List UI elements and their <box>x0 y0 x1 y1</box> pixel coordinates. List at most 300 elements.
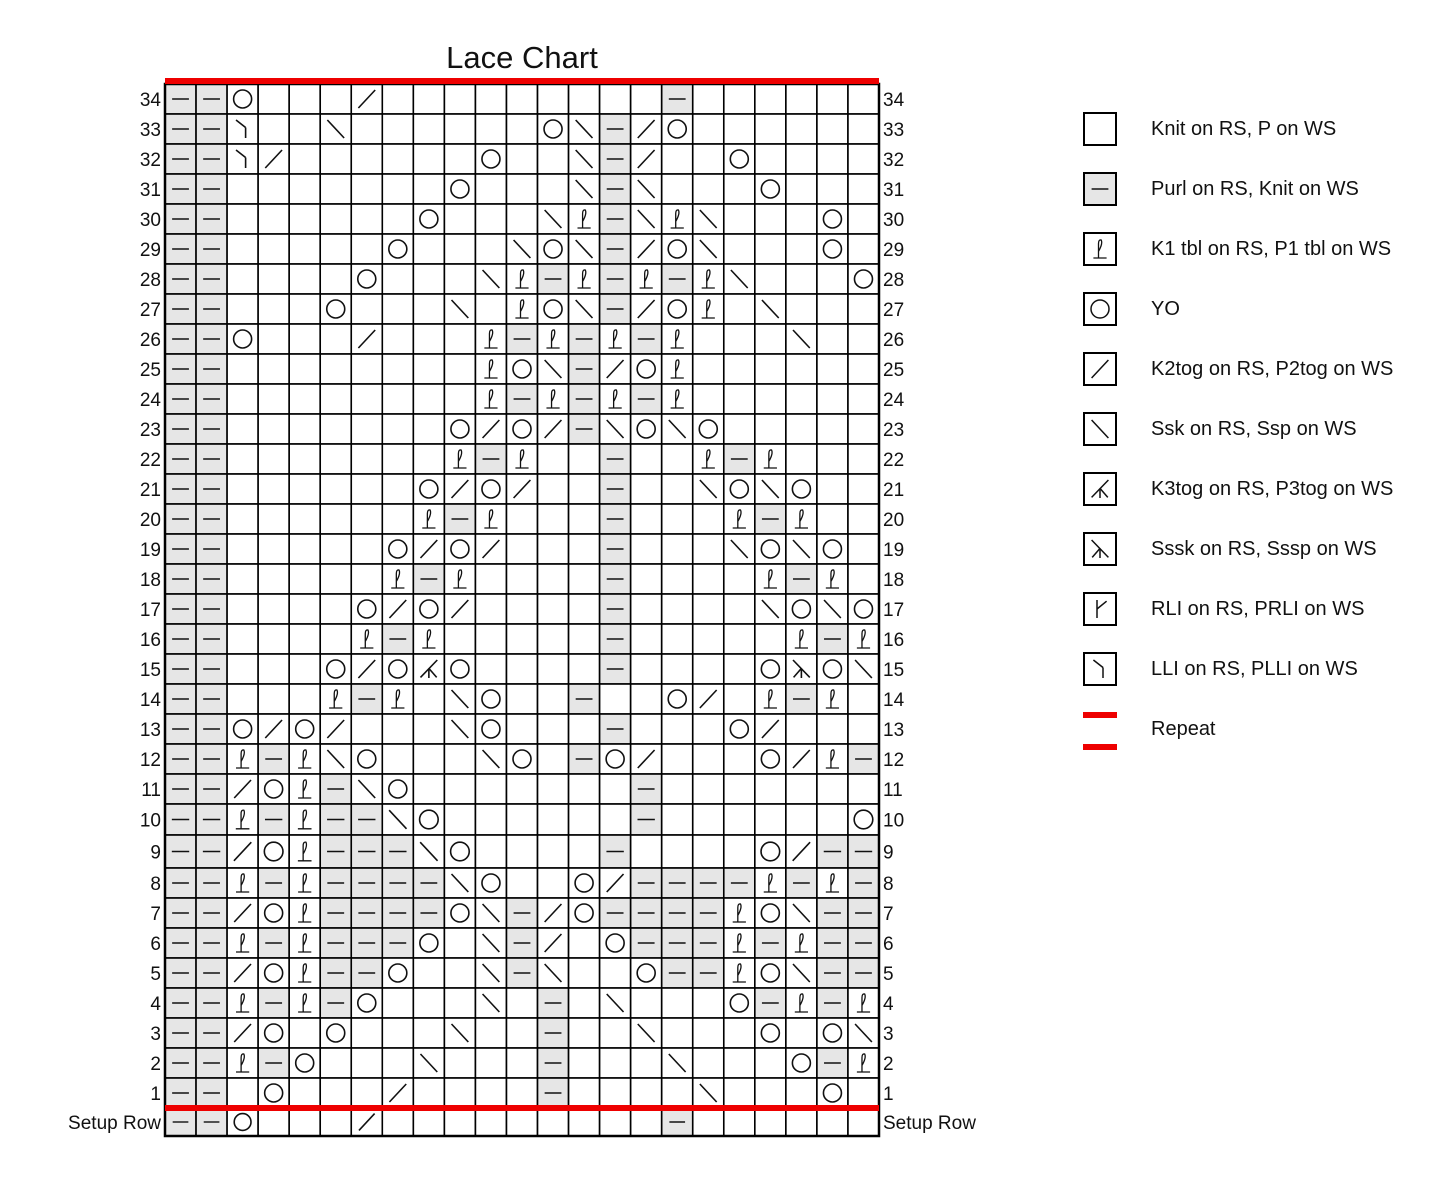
chart-cell-purl <box>196 564 227 594</box>
chart-cell-sssk <box>786 654 817 684</box>
chart-row-21 <box>140 474 904 504</box>
chart-cell-purl <box>848 928 879 958</box>
chart-cell-knit <box>848 384 879 414</box>
chart-cell-k2tog <box>351 654 382 684</box>
chart-row-16 <box>140 624 904 654</box>
chart-cell-knit <box>662 744 693 774</box>
chart-cell-knit <box>848 114 879 144</box>
chart-cell-knit <box>258 234 289 264</box>
chart-cell-purl <box>506 928 537 958</box>
chart-cell-purl <box>724 868 755 898</box>
chart-cell-knit <box>289 204 320 234</box>
chart-cell-knit <box>662 654 693 684</box>
chart-cell-knit <box>817 294 848 324</box>
chart-cell-purl <box>165 654 196 684</box>
legend-label: K3tog on RS, P3tog on WS <box>1151 478 1394 500</box>
chart-cell-yo <box>413 594 444 624</box>
chart-cell-purl <box>165 928 196 958</box>
chart-cell-knit <box>817 444 848 474</box>
chart-cell-purl <box>382 868 413 898</box>
chart-cell-purl <box>165 988 196 1018</box>
chart-cell-purl <box>848 958 879 988</box>
chart-row-11 <box>141 774 902 804</box>
chart-cell-knit <box>289 144 320 174</box>
chart-cell-knit <box>538 1108 569 1136</box>
chart-cell-ssk <box>475 264 506 294</box>
chart-cell-purl <box>506 384 537 414</box>
chart-row-30 <box>140 204 904 234</box>
row-label-right: 5 <box>883 964 894 985</box>
chart-cell-tbl <box>289 835 320 868</box>
row-label-left: 12 <box>139 750 161 771</box>
row-label-left: 15 <box>139 660 161 681</box>
chart-cell-knit <box>444 144 475 174</box>
chart-row-10 <box>140 804 904 835</box>
chart-cell-tbl <box>848 988 879 1018</box>
row-label-left: 6 <box>150 934 161 955</box>
chart-cell-knit <box>382 444 413 474</box>
chart-cell-k2tog <box>258 714 289 744</box>
chart-cell-purl <box>693 868 724 898</box>
chart-cell-tbl <box>289 868 320 898</box>
chart-cell-knit <box>475 624 506 654</box>
chart-row-1 <box>150 1078 893 1108</box>
row-label-left: 25 <box>139 360 161 381</box>
row-label-left: 11 <box>141 780 161 801</box>
chart-cell-knit <box>320 84 351 114</box>
chart-cell-knit <box>538 144 569 174</box>
chart-cell-yo <box>351 988 382 1018</box>
chart-cell-knit <box>258 294 289 324</box>
chart-row-32 <box>140 144 904 174</box>
chart-cell-knit <box>475 294 506 324</box>
chart-cell-tbl <box>289 744 320 774</box>
chart-cell-knit <box>351 1078 382 1108</box>
chart-cell-knit <box>382 144 413 174</box>
chart-cell-knit <box>538 684 569 714</box>
row-label-right: 17 <box>883 600 905 621</box>
chart-cell-knit <box>351 474 382 504</box>
chart-cell-knit <box>724 804 755 835</box>
chart-cell-purl <box>165 324 196 354</box>
chart-cell-yo <box>444 898 475 928</box>
chart-cell-knit <box>569 534 600 564</box>
chart-cell-knit <box>444 114 475 144</box>
chart-cell-purl <box>600 898 631 928</box>
chart-cell-knit <box>320 264 351 294</box>
chart-cell-yo <box>786 1048 817 1078</box>
chart-cell-knit <box>289 114 320 144</box>
chart-cell-knit <box>320 504 351 534</box>
chart-cell-purl <box>196 294 227 324</box>
chart-cell-ssk <box>444 1018 475 1048</box>
chart-cell-knit <box>475 1018 506 1048</box>
chart-cell-knit <box>475 774 506 804</box>
chart-cell-knit <box>475 654 506 684</box>
chart-cell-knit <box>506 774 537 804</box>
chart-cell-yo <box>600 928 631 958</box>
row-label-right: 20 <box>883 510 905 531</box>
chart-cell-yo <box>538 114 569 144</box>
chart-cell-knit <box>413 958 444 988</box>
chart-cell-knit <box>786 174 817 204</box>
chart-cell-purl <box>693 928 724 958</box>
chart-cell-knit <box>444 354 475 384</box>
chart-cell-yo <box>320 654 351 684</box>
row-label-right: 18 <box>883 570 905 591</box>
chart-cell-k2tog <box>600 868 631 898</box>
chart-cell-knit <box>382 354 413 384</box>
chart-cell-purl <box>165 444 196 474</box>
chart-cell-tbl <box>351 624 382 654</box>
chart-cell-knit <box>351 354 382 384</box>
chart-cell-knit <box>227 174 258 204</box>
chart-cell-ssk <box>631 1018 662 1048</box>
chart-cell-yo <box>755 1018 786 1048</box>
chart-cell-knit <box>506 835 537 868</box>
chart-cell-ssk <box>786 958 817 988</box>
chart-cell-knit <box>289 264 320 294</box>
chart-cell-knit <box>817 1108 848 1136</box>
chart-cell-tbl <box>506 294 537 324</box>
chart-cell-yo <box>631 354 662 384</box>
chart-cell-purl <box>196 835 227 868</box>
chart-cell-knit <box>413 988 444 1018</box>
chart-cell-ssk <box>755 294 786 324</box>
chart-cell-knit <box>351 144 382 174</box>
chart-cell-knit <box>506 84 537 114</box>
chart-cell-knit <box>538 835 569 868</box>
chart-cell-ssk <box>538 204 569 234</box>
chart-cell-knit <box>693 84 724 114</box>
row-label-left: 28 <box>139 270 161 291</box>
chart-cell-knit <box>289 354 320 384</box>
chart-cell-purl <box>196 354 227 384</box>
chart-cell-knit <box>351 1018 382 1048</box>
chart-cell-yo <box>227 84 258 114</box>
row-label-left: 22 <box>139 450 161 471</box>
chart-cell-purl <box>165 564 196 594</box>
chart-cell-purl <box>165 354 196 384</box>
chart-cell-knit <box>538 774 569 804</box>
chart-cell-purl <box>196 868 227 898</box>
chart-cell-purl <box>351 868 382 898</box>
chart-cell-knit <box>848 84 879 114</box>
chart-cell-knit <box>258 114 289 144</box>
chart-cell-knit <box>755 1108 786 1136</box>
row-label-left: 16 <box>139 630 161 651</box>
chart-cell-k2tog <box>631 744 662 774</box>
chart-cell-purl <box>196 684 227 714</box>
chart-cell-knit <box>631 564 662 594</box>
chart-cell-purl <box>196 174 227 204</box>
chart-cell-knit <box>382 324 413 354</box>
chart-cell-knit <box>693 1108 724 1136</box>
chart-cell-knit <box>724 624 755 654</box>
chart-cell-tbl <box>382 564 413 594</box>
chart-cell-tbl <box>227 868 258 898</box>
chart-cell-purl <box>196 898 227 928</box>
chart-cell-knit <box>351 534 382 564</box>
chart-cell-knit <box>289 234 320 264</box>
chart-cell-ssk <box>506 234 537 264</box>
chart-cell-yo <box>662 294 693 324</box>
chart-cell-tbl <box>382 684 413 714</box>
chart-cell-purl <box>196 654 227 684</box>
chart-cell-yo <box>413 804 444 835</box>
chart-cell-tbl <box>600 384 631 414</box>
chart-cell-knit <box>320 1048 351 1078</box>
chart-cell-knit <box>600 804 631 835</box>
chart-cell-knit <box>600 1048 631 1078</box>
chart-cell-knit <box>506 204 537 234</box>
chart-cell-tbl <box>569 264 600 294</box>
chart-cell-knit <box>600 684 631 714</box>
chart-cell-yo <box>631 958 662 988</box>
chart-cell-knit <box>227 234 258 264</box>
chart-cell-tbl <box>538 384 569 414</box>
chart-cell-knit <box>600 774 631 804</box>
chart-cell-knit <box>413 1018 444 1048</box>
chart-row-26 <box>140 324 904 354</box>
chart-cell-purl <box>196 114 227 144</box>
repeat-line-icon <box>1083 744 1117 750</box>
chart-cell-purl <box>196 624 227 654</box>
chart-cell-knit <box>413 714 444 744</box>
chart-cell-knit <box>351 204 382 234</box>
chart-cell-knit <box>538 444 569 474</box>
chart-cell-purl <box>600 174 631 204</box>
row-label-left: 8 <box>150 874 161 895</box>
chart-cell-knit <box>351 174 382 204</box>
chart-cell-knit <box>538 744 569 774</box>
chart-cell-knit <box>258 564 289 594</box>
chart-cell-knit <box>848 534 879 564</box>
row-label-left: 24 <box>139 390 161 411</box>
chart-cell-knit <box>289 174 320 204</box>
chart-cell-knit <box>569 1018 600 1048</box>
chart-cell-knit <box>631 654 662 684</box>
chart-cell-purl <box>165 714 196 744</box>
chart-cell-knit <box>755 804 786 835</box>
chart-cell-purl <box>538 988 569 1018</box>
chart-row-25 <box>140 354 904 384</box>
chart-row-15 <box>140 654 904 684</box>
chart-cell-purl <box>600 714 631 744</box>
chart-cell-k2tog <box>538 928 569 958</box>
chart-cell-purl <box>196 744 227 774</box>
chart-cell-knit <box>258 654 289 684</box>
chart-cell-knit <box>258 684 289 714</box>
chart-cell-knit <box>631 84 662 114</box>
sssk-icon <box>1083 532 1117 566</box>
chart-cell-purl <box>413 898 444 928</box>
chart-cell-purl <box>165 174 196 204</box>
chart-cell-knit <box>475 1048 506 1078</box>
chart-cell-tbl <box>227 1048 258 1078</box>
chart-cell-purl <box>165 868 196 898</box>
chart-cell-knit <box>786 444 817 474</box>
chart-cell-yo <box>289 714 320 744</box>
chart-cell-knit <box>569 444 600 474</box>
chart-cell-purl <box>258 744 289 774</box>
chart-cell-knit <box>631 474 662 504</box>
chart-cell-knit <box>289 294 320 324</box>
chart-cell-yo <box>848 264 879 294</box>
chart-cell-purl <box>506 898 537 928</box>
chart-cell-knit <box>382 294 413 324</box>
chart-cell-knit <box>382 474 413 504</box>
chart-cell-tbl <box>786 988 817 1018</box>
chart-cell-knit <box>569 958 600 988</box>
chart-cell-ssk <box>848 1018 879 1048</box>
chart-cell-knit <box>506 1048 537 1078</box>
chart-cell-tbl <box>848 1048 879 1078</box>
chart-cell-knit <box>786 234 817 264</box>
chart-cell-knit <box>755 384 786 414</box>
lli-icon <box>1083 652 1117 686</box>
chart-cell-purl <box>196 144 227 174</box>
chart-cell-knit <box>320 1078 351 1108</box>
chart-cell-lli <box>227 114 258 144</box>
chart-cell-knit <box>227 264 258 294</box>
chart-cell-k2tog <box>351 1108 382 1136</box>
chart-cell-yo <box>320 294 351 324</box>
chart-cell-purl <box>817 898 848 928</box>
chart-cell-knit <box>413 324 444 354</box>
row-label-right: 9 <box>883 842 894 864</box>
chart-cell-purl <box>165 504 196 534</box>
chart-cell-knit <box>289 594 320 624</box>
chart-cell-knit <box>848 684 879 714</box>
chart-cell-k2tog <box>631 234 662 264</box>
chart-cell-k2tog <box>227 774 258 804</box>
chart-cell-knit <box>724 1018 755 1048</box>
chart-cell-purl <box>196 988 227 1018</box>
chart-row-33 <box>140 114 904 144</box>
chart-cell-yo <box>382 534 413 564</box>
chart-cell-knit <box>631 988 662 1018</box>
chart-cell-purl <box>786 564 817 594</box>
row-label-right: 4 <box>883 994 894 1015</box>
chart-cell-yo <box>724 988 755 1018</box>
chart-cell-knit <box>351 444 382 474</box>
chart-cell-purl <box>631 898 662 928</box>
chart-cell-knit <box>444 84 475 114</box>
row-label-right: 31 <box>883 180 905 201</box>
chart-cell-knit <box>724 294 755 324</box>
chart-cell-knit <box>413 264 444 294</box>
row-label-right: 10 <box>883 810 905 832</box>
row-label-right: 23 <box>883 420 905 441</box>
chart-row-8 <box>150 868 893 898</box>
chart-cell-knit <box>848 1078 879 1108</box>
chart-cell-tbl <box>413 504 444 534</box>
chart-cell-purl <box>165 144 196 174</box>
chart-cell-knit <box>227 534 258 564</box>
chart-cell-knit <box>475 835 506 868</box>
chart-cell-knit <box>786 354 817 384</box>
chart-cell-purl <box>196 474 227 504</box>
chart-cell-knit <box>693 714 724 744</box>
chart-cell-purl <box>165 898 196 928</box>
legend-label: Purl on RS, Knit on WS <box>1151 178 1359 200</box>
chart-cell-knit <box>382 504 413 534</box>
chart-cell-purl <box>817 1048 848 1078</box>
chart-cell-tbl <box>724 958 755 988</box>
chart-cell-purl <box>475 444 506 474</box>
chart-cell-ssk <box>413 1048 444 1078</box>
chart-cell-knit <box>817 474 848 504</box>
chart-cell-knit <box>817 354 848 384</box>
chart-cell-knit <box>227 204 258 234</box>
chart-cell-purl <box>600 534 631 564</box>
chart-cell-tbl <box>506 444 537 474</box>
k3tog-icon <box>1083 472 1117 506</box>
chart-cell-knit <box>693 324 724 354</box>
chart-cell-knit <box>724 744 755 774</box>
chart-row-13 <box>140 714 904 744</box>
chart-cell-ssk <box>475 898 506 928</box>
chart-cell-tbl <box>227 928 258 958</box>
chart-cell-knit <box>506 654 537 684</box>
chart-cell-knit <box>506 624 537 654</box>
chart-cell-yo <box>444 414 475 444</box>
chart-cell-tbl <box>662 354 693 384</box>
chart-cell-knit <box>289 684 320 714</box>
chart-cell-knit <box>724 384 755 414</box>
chart-cell-knit <box>320 414 351 444</box>
chart-cell-knit <box>724 1048 755 1078</box>
chart-cell-yo <box>382 654 413 684</box>
row-label-left: Setup Row <box>68 1113 161 1134</box>
chart-cell-knit <box>600 1108 631 1136</box>
chart-cell-tbl <box>289 804 320 835</box>
chart-cell-knit <box>693 564 724 594</box>
chart-cell-yo <box>755 744 786 774</box>
chart-cell-knit <box>693 174 724 204</box>
chart-cell-knit <box>724 414 755 444</box>
chart-cell-purl <box>196 1108 227 1136</box>
chart-cell-tbl <box>724 898 755 928</box>
chart-cell-knit <box>258 1108 289 1136</box>
chart-cell-knit <box>320 324 351 354</box>
chart-cell-knit <box>786 804 817 835</box>
chart-cell-k2tog <box>538 898 569 928</box>
chart-cell-ssk <box>600 988 631 1018</box>
row-label-right: Setup Row <box>883 1113 976 1134</box>
chart-cell-knit <box>227 564 258 594</box>
chart-cell-knit <box>227 504 258 534</box>
chart-cell-knit <box>506 988 537 1018</box>
chart-cell-knit <box>786 204 817 234</box>
row-label-right: 19 <box>883 540 905 561</box>
chart-cell-knit <box>413 444 444 474</box>
chart-cell-purl <box>351 898 382 928</box>
chart-cell-tbl <box>569 204 600 234</box>
chart-cell-knit <box>382 114 413 144</box>
chart-cell-ssk <box>569 234 600 264</box>
chart-cell-purl <box>320 774 351 804</box>
chart-cell-knit <box>724 594 755 624</box>
chart-cell-tbl <box>755 444 786 474</box>
chart-cell-tbl <box>475 324 506 354</box>
chart-cell-ssk <box>444 684 475 714</box>
chart-cell-knit <box>786 1018 817 1048</box>
chart-cell-tbl <box>755 684 786 714</box>
chart-cell-purl <box>165 1078 196 1108</box>
chart-cell-knit <box>289 504 320 534</box>
